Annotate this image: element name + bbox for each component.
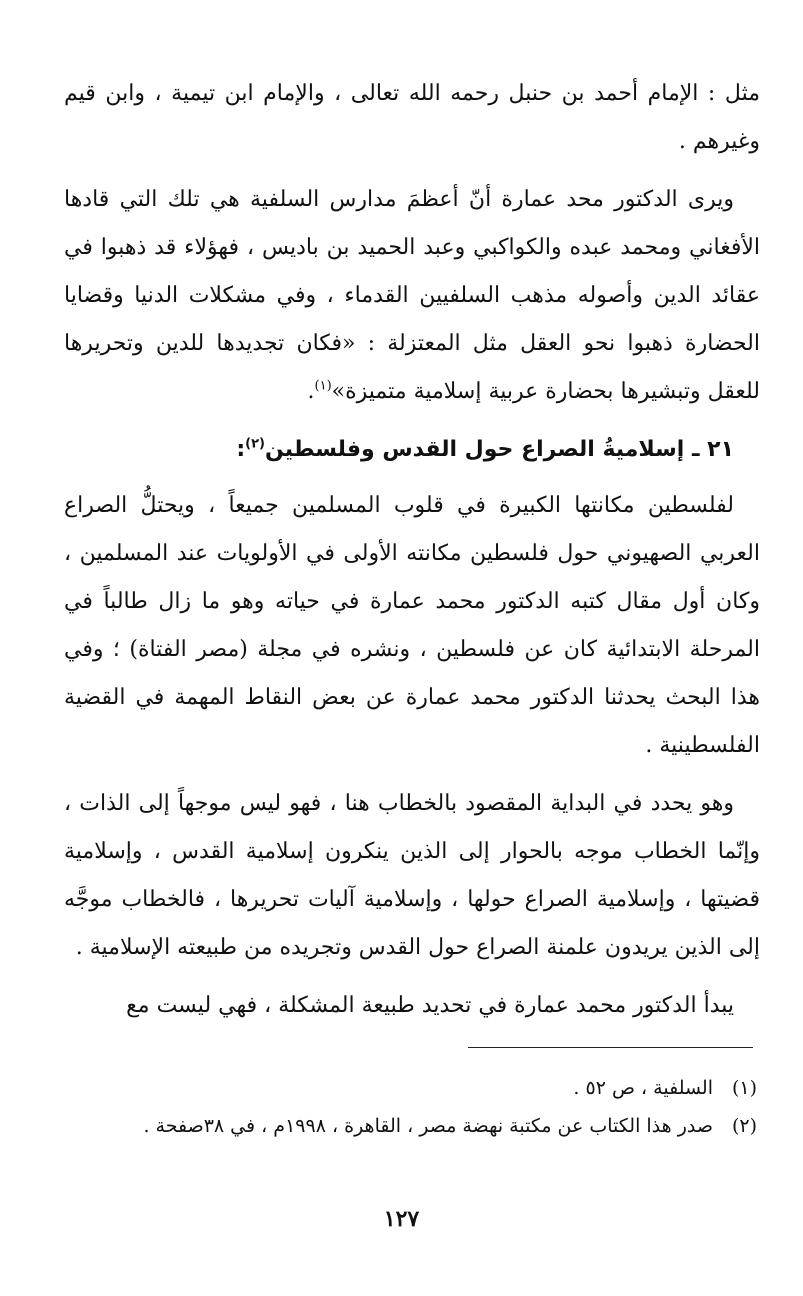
footnote-1-number: (١) bbox=[731, 1077, 757, 1099]
paragraph-3-text: لفلسطين مكانتها الكبيرة في قلوب المسلمين جميعاً ، ويحتلُّ الصراع العربي الصهيوني حول فلسطين مكانته الأولى في الأولويات عند المسلمين ، وكان أول مقال كتبه الدكتور محمد عمارة في حياته وهو ما زال طالباً في المرحلة الابتدائية كان عن فلسطين ، ونشره في مجلة (مصر الفتاة) ؛ وفي هذا البحث يحدثنا الدكتور محمد عمارة عن بعض النقاط المهمة في القضية الفلسطينية . bbox=[64, 493, 760, 758]
paragraph-1 bbox=[64, 70, 760, 166]
footnote-2 bbox=[41, 1108, 757, 1144]
footnote-2-text: صدر هذا الكتاب عن مكتبة نهضة مصر ، القاهرة ، ١٩٩٨م ، في ٣٨صفحة . bbox=[143, 1115, 713, 1137]
footnote-marker-2[interactable]: (٢) bbox=[245, 436, 265, 452]
footnote-1-text: السلفية ، ص ٥٢ . bbox=[573, 1077, 713, 1099]
paragraph-4-text: وهو يحدد في البداية المقصود بالخطاب هنا ، فهو ليس موجهاً إلى الذات ، وإنّما الخطاب موجه بالحوار إلى الذين ينكرون إسلامية القدس ، وإسلامية قضيتها ، وإسلامية الصراع حولها ، وإسلامية آليات تحريرها ، فالخطاب موجَّه إلى الذين يريدون علمنة الصراع حول القدس وتجريده من طبيعته الإسلامية . bbox=[64, 791, 760, 960]
footnotes bbox=[41, 1070, 757, 1146]
footnote-marker-1[interactable]: (١) bbox=[314, 378, 332, 394]
footnote-1 bbox=[41, 1070, 757, 1106]
footnote-divider bbox=[468, 1047, 753, 1048]
paragraph-4 bbox=[64, 780, 760, 972]
paragraph-3 bbox=[64, 482, 760, 770]
main-text bbox=[64, 70, 760, 1040]
paragraph-1-text: مثل : الإمام أحمد بن حنبل رحمه الله تعالى ، والإمام ابن تيمية ، وابن قيم وغيرهم . bbox=[64, 81, 760, 154]
paragraph-2-end: . bbox=[307, 379, 315, 404]
section-heading bbox=[64, 426, 760, 474]
paragraph-5 bbox=[64, 982, 760, 1030]
section-heading-text: ٢١ ـ إسلاميةُ الصراع حول القدس وفلسطين bbox=[265, 437, 734, 462]
footnote-2-number: (٢) bbox=[731, 1115, 757, 1137]
paragraph-2 bbox=[64, 176, 760, 416]
paragraph-5-text: يبدأ الدكتور محمد عمارة في تحديد طبيعة المشكلة ، فهي ليست مع bbox=[126, 993, 734, 1018]
section-heading-end: : bbox=[236, 437, 246, 462]
paragraph-2-text: ويرى الدكتور محد عمارة أنّ أعظمَ مدارس السلفية هي تلك التي قادها الأفغاني ومحمد عبده والكواكبي وعبد الحميد بن باديس ، فهؤلاء قد ذهبوا في عقائد الدين وأصوله مذهب السلفيين القدماء ، وفي مشكلات الدنيا وقضايا الحضارة ذهبوا نحو العقل مثل المعتزلة : «فكان تجديدها للدين وتحريرها للعقل وتبشيرها بحضارة عربية إسلامية متميزة» bbox=[64, 187, 760, 404]
page-number: ١٢٧ bbox=[383, 1206, 420, 1232]
